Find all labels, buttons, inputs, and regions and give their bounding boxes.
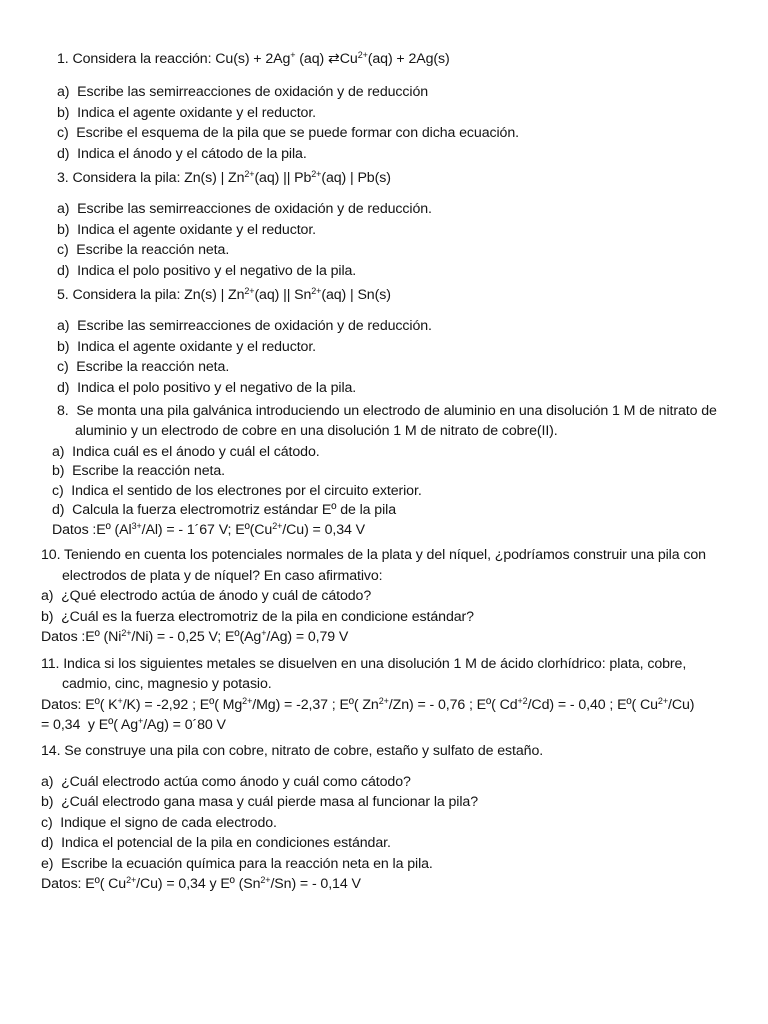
problem-8-item-d: d) Calcula la fuerza electromotriz estándar Eº de la pila: [52, 502, 396, 518]
problem-14-item-a: a) ¿Cuál electrodo actúa como ánodo y cuál como cátodo?: [41, 774, 411, 790]
problem-11-heading: 11. Indica si los siguientes metales se disuelven en una disolución 1 M de ácido clorhídrico: plata, cobre,: [41, 656, 687, 672]
problem-1-item-a: a) Escribe las semirreacciones de oxidación y de reducción: [57, 84, 429, 100]
problem-3-heading: 3. Considera la pila: Zn(s) | $Zn^{2+}(aq)$ || $Pb^{2+}(aq)$ | Pb(s): [57, 169, 391, 186]
problem-5-item-c: c) Escribe la reacción neta.: [57, 359, 230, 375]
problem-3-item-a: a) Escribe las semirreacciones de oxidación y de reducción.: [57, 201, 432, 217]
problem-1-item-c: c) Escribe el esquema de la pila que se puede formar con dicha ecuación.: [57, 125, 519, 141]
problem-5-heading: 5. Considera la pila: Zn(s) | $Zn^{2+}(aq)$ || $Sn^{2+}(aq)$ | Sn(s): [57, 286, 391, 303]
problem-5-item-b: b) Indica el agente oxidante y el reductor.: [57, 339, 317, 355]
problem-8-heading: 8. Se monta una pila galvánica introduciendo un electrodo de aluminio en una disolución 1 M de nitrato de: [57, 403, 717, 419]
problem-14-item-e: e) Escribe la ecuación química para la reacción neta en la pila.: [41, 856, 433, 872]
problem-10-item-a: a) ¿Qué electrodo actúa de ánodo y cuál de cátodo?: [41, 588, 372, 604]
problem-3-item-d: d) Indica el polo positivo y el negativo de la pila.: [57, 263, 357, 279]
problem-5-item-d: d) Indica el polo positivo y el negativo de la pila.: [57, 380, 357, 396]
problem-11-data-cont: = 0,34 y Eº( Ag+/Ag) = 0´80 V: [41, 716, 226, 733]
problem-14-item-d: d) Indica el potencial de la pila en condiciones estándar.: [41, 835, 391, 851]
problem-1-item-d: d) Indica el ánodo y el cátodo de la pila.: [57, 146, 307, 162]
problem-14-item-c: c) Indique el signo de cada electrodo.: [41, 815, 277, 831]
problem-14-data: Datos: Eº( $Cu^{2+}/Cu) = 0,34$ y Eº $(Sn^{2+}/Sn)$ = - 0,14 V: [41, 875, 361, 892]
problem-3-item-b: b) Indica el agente oxidante y el reductor.: [57, 222, 317, 238]
problem-10-heading-cont: electrodos de plata y de níquel? En caso afirmativo:: [62, 568, 383, 584]
problem-11-data: Datos: Eº( K+/K) = -2,92 ; Eº( $Mg^{2+}/Mg) = -2,37$ ; Eº( $Zn^{2+}/Zn$) = - 0,76 ; Eº( $Cd^{+2}/Cd$) = - 0,40 ; Eº( $Cu^{2+}/Cu$): [41, 696, 695, 713]
problem-8-heading-cont: aluminio y un electrodo de cobre en una disolución 1 M de nitrato de cobre(II).: [75, 423, 558, 439]
problem-14-heading: 14. Se construye una pila con cobre, nitrato de cobre, estaño y sulfato de estaño.: [41, 743, 544, 759]
problem-14-item-b: b) ¿Cuál electrodo gana masa y cuál pierde masa al funcionar la pila?: [41, 794, 478, 810]
problem-10-item-b: b) ¿Cuál es la fuerza electromotriz de la pila en condicione estándar?: [41, 609, 474, 625]
problem-5-item-a: a) Escribe las semirreacciones de oxidación y de reducción.: [57, 318, 432, 334]
problem-10-data: Datos :Eº $(Ni^{2+}/Ni)$ = - 0,25 V; Eº(Ag+/Ag) = 0,79 V: [41, 628, 349, 645]
problem-8-item-a: a) Indica cuál es el ánodo y cuál el cátodo.: [52, 444, 320, 460]
problem-8-item-b: b) Escribe la reacción neta.: [52, 463, 225, 479]
problem-10-heading: 10. Teniendo en cuenta los potenciales normales de la plata y del níquel, ¿podríamos construir una pila con: [41, 547, 706, 563]
problem-8-data: Datos :Eº $(Al^{3+}/Al)$ = - 1´67 V; $Eº(Cu^{2+}/Cu) = 0,34$ V: [52, 521, 365, 538]
problem-1-item-b: b) Indica el agente oxidante y el reductor.: [57, 105, 317, 121]
problem-11-heading-cont: cadmio, cinc, magnesio y potasio.: [62, 676, 272, 692]
problem-1-heading: 1. Considera la reacción: Cu(s) + 2Ag+ (aq) $⇄Cu^{2+}(aq) + 2Ag(s)$: [57, 50, 450, 67]
problem-8-item-c: c) Indica el sentido de los electrones por el circuito exterior.: [52, 483, 422, 499]
problem-3-item-c: c) Escribe la reacción neta.: [57, 242, 230, 258]
